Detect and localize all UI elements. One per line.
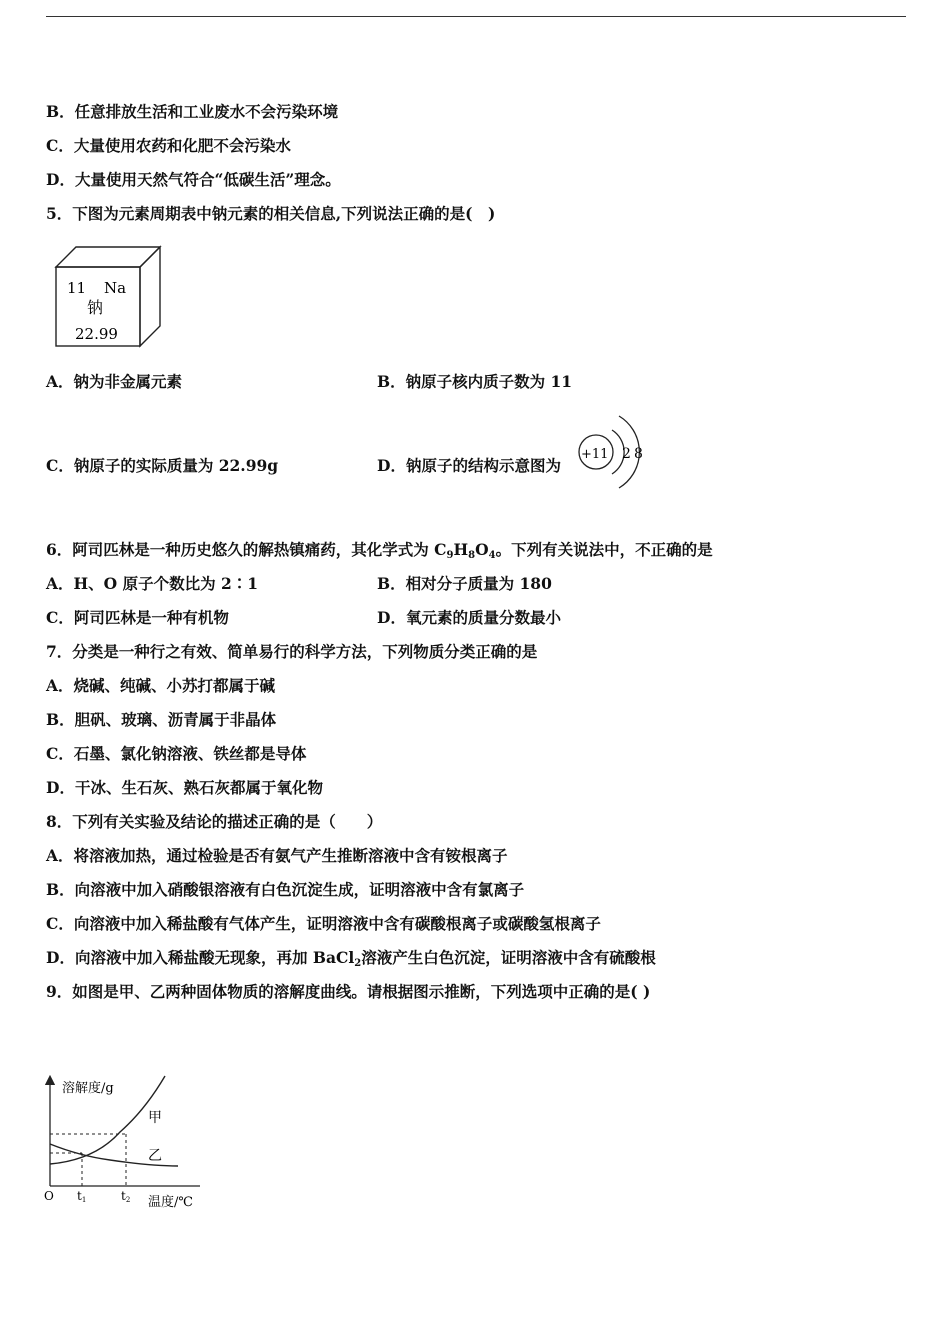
element-name: 钠 [87,298,104,317]
q5-option-c: C．钠原子的实际质量为 22.99g [46,456,279,475]
q7-option-a: A．烧碱、纯碱、小苏打都属于碱 [46,676,276,695]
element-number: 11 [67,279,87,297]
header-rule [46,16,906,17]
element-mass: 22.99 [75,325,118,343]
q8-option-d: D．向溶液中加入稀盐酸无现象，再加 BaCl$_2$溶液产生白色沉淀，证明溶液中含有硫酸根 [46,948,656,969]
q4-option-d: D．大量使用天然气符合“低碳生活”理念。 [46,170,341,189]
solubility-curve-graph [40,1072,210,1214]
shell-2-electrons: 8 [634,446,643,462]
sodium-atom-structure-diagram [576,408,648,496]
q8-option-c: C．向溶液中加入稀盐酸有气体产生，证明溶液中含有碳酸根离子或碳酸氢根离子 [46,914,601,933]
q6-option-d: D．氧元素的质量分数最小 [377,608,561,627]
shell-1-electrons: 2 [622,446,631,462]
curve-yi-label: 乙 [148,1148,162,1164]
t1-label: t1 [77,1189,87,1204]
sodium-element-card [52,243,164,351]
nucleus-charge: +11 [581,447,609,462]
q6-option-a: A．H、O 原子个数比为 2∶1 [46,574,259,593]
q5-option-b: B．钠原子核内质子数为 11 [377,372,573,391]
q6-stem: 6．阿司匹林是一种历史悠久的解热镇痛药，其化学式为 $C_9H_8O_4$。下列有关说法中，不正确的是 [46,540,713,561]
t2-label: t2 [121,1189,131,1204]
q7-option-d: D．干冰、生石灰、熟石灰都属于氧化物 [46,778,323,797]
q6-option-b: B．相对分子质量为 180 [377,574,552,593]
q8-stem: 8．下列有关实验及结论的描述正确的是（ ） [46,812,383,831]
q7-option-b: B．胆矾、玻璃、沥青属于非晶体 [46,710,277,729]
origin-label: O [44,1189,54,1203]
x-axis-label: 温度/℃ [148,1195,193,1210]
q5-option-a: A．钠为非金属元素 [46,372,183,391]
q8-option-a: A．将溶液加热，通过检验是否有氨气产生推断溶液中含有铵根离子 [46,846,508,865]
curve-jia-label: 甲 [148,1110,162,1126]
q9-stem: 9．如图是甲、乙两种固体物质的溶解度曲线。请根据图示推断，下列选项中正确的是( ) [46,982,651,1001]
q4-option-b: B．任意排放生活和工业废水不会污染环境 [46,102,339,121]
q8-option-b: B．向溶液中加入硝酸银溶液有白色沉淀生成，证明溶液中含有氯离子 [46,880,525,899]
element-symbol: Na [104,279,127,297]
y-axis-label: 溶解度/g [62,1081,114,1096]
q7-option-c: C．石墨、氯化钠溶液、铁丝都是导体 [46,744,307,763]
q5-option-d: D．钠原子的结构示意图为 [377,456,561,475]
q5-stem: 5．下图为元素周期表中钠元素的相关信息,下列说法正确的是( ) [46,204,496,223]
q7-stem: 7．分类是一种行之有效、简单易行的科学方法，下列物质分类正确的是 [46,642,538,661]
q4-option-c: C．大量使用农药和化肥不会污染水 [46,136,291,155]
q6-option-c: C．阿司匹林是一种有机物 [46,608,229,627]
